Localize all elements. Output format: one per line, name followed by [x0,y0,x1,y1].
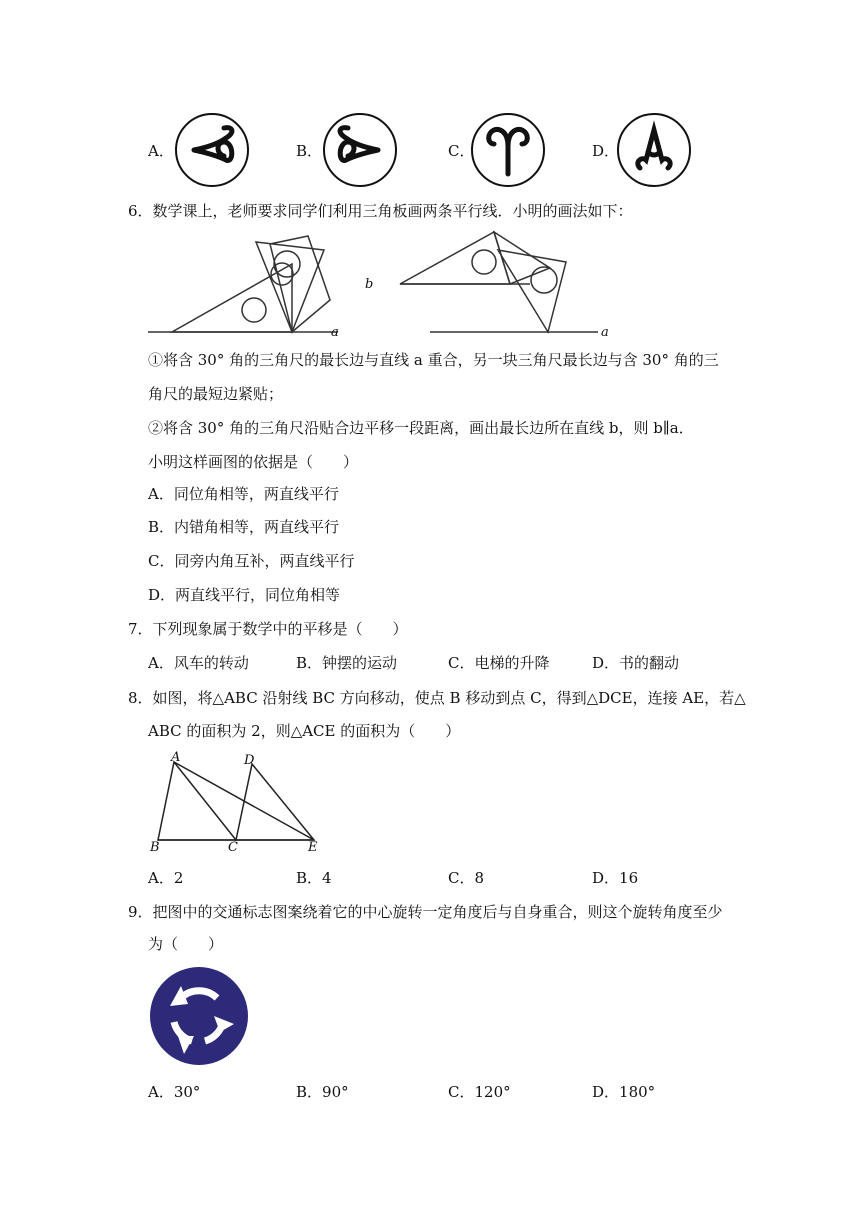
q9-stem-line2: 为（ ） [148,935,224,953]
q6-step1-line1: ①将含 30° 角的三角尺的最长边与直线 a 重合，另一块三角尺最长边与含 30° 角的三 [148,351,719,369]
q8-point-a: A [171,750,181,765]
q8-stem-line2: ABC 的面积为 2，则△ACE 的面积为（ ） [148,722,461,740]
roundabout-sign-icon [148,966,250,1066]
q8-point-d: D [244,753,255,768]
q7-option-b[interactable]: B．钟摆的运动 [296,654,398,672]
q8-option-a[interactable]: A．2 [148,869,184,887]
q5-option-c-letter[interactable]: C． [448,142,475,160]
q6-step1-line2: 角尺的最短边紧贴； [148,385,284,403]
symbol-b-icon [322,112,398,188]
q8-figure [148,752,328,856]
q6-label-a-left: a [331,325,339,340]
q6-label-a-right: a [601,325,609,340]
q7-option-c[interactable]: C．电梯的升降 [448,654,550,672]
roundabout-sign-disc [150,967,248,1065]
q8-option-c[interactable]: C．8 [448,869,485,887]
q8-stem-line1: 8．如图，将△ABC 沿射线 BC 方向移动，使点 B 移动到点 C，得到△DCE，连接 AE，若△ [128,689,746,707]
aries-symbol-icon [470,112,546,188]
q6-option-b[interactable]: B．内错角相等，两直线平行 [148,518,340,536]
q6-step2: ②将含 30° 角的三角尺沿贴合边平移一段距离，画出最长边所在直线 b，则 b∥a． [148,419,694,437]
q8-point-e: E [308,840,318,855]
q9-stem-line1: 9．把图中的交通标志图案绕着它的中心旋转一定角度后与自身重合，则这个旋转角度至少 [128,903,723,921]
q8-point-c: C [228,840,238,855]
q7-option-d[interactable]: D．书的翻动 [592,654,680,672]
q6-figure-left [148,236,348,340]
q9-option-a[interactable]: A．30° [148,1083,201,1101]
q7-option-a[interactable]: A．风车的转动 [148,654,249,672]
q6-option-c[interactable]: C．同旁内角互补，两直线平行 [148,552,355,570]
q6-question: 小明这样画图的依据是（ ） [148,453,359,471]
q8-option-d[interactable]: D．16 [592,869,639,887]
q6-option-d[interactable]: D．两直线平行，同位角相等 [148,586,341,604]
q7-stem: 7．下列现象属于数学中的平移是（ ） [128,620,408,638]
q6-stem: 6．数学课上，老师要求同学们利用三角板画两条平行线．小明的画法如下： [128,202,633,220]
q8-option-b[interactable]: B．4 [296,869,332,887]
q6-figure-right [370,228,610,340]
q9-option-d[interactable]: D．180° [592,1083,656,1101]
q9-option-b[interactable]: B．90° [296,1083,349,1101]
q6-option-a[interactable]: A．同位角相等，两直线平行 [148,485,339,503]
q5-option-a-letter[interactable]: A． [148,142,174,160]
q9-option-c[interactable]: C．120° [448,1083,511,1101]
symbol-a-icon [174,112,250,188]
symbol-d-icon [616,112,692,188]
q8-point-b: B [150,840,160,855]
q5-option-b-letter[interactable]: B． [296,142,323,160]
q6-label-b: b [365,277,374,292]
q5-option-d-letter[interactable]: D． [592,142,620,160]
